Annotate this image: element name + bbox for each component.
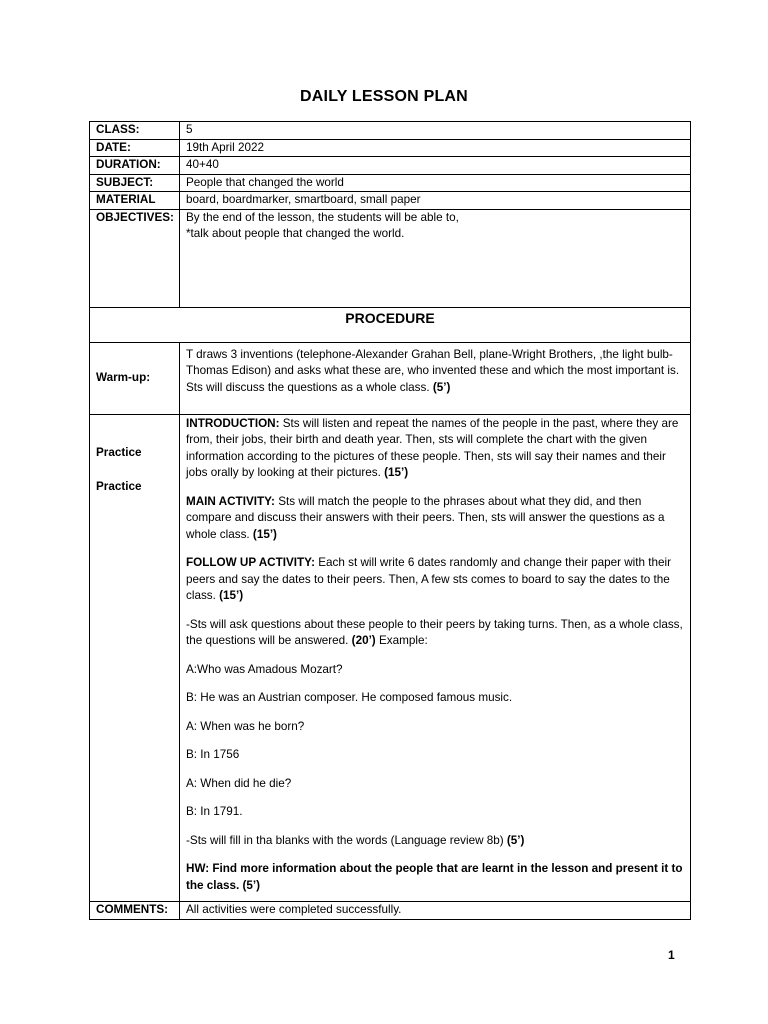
class-label: CLASS:: [90, 122, 180, 140]
comments-row: [90, 902, 691, 920]
fill-blanks-paragraph: [186, 833, 684, 850]
class-value: 5: [180, 122, 691, 140]
objectives-cell: [180, 209, 691, 307]
comments-value: All activities were completed successfully.: [180, 902, 691, 920]
objectives-line-1: By the end of the lesson, the students will be able to,: [186, 210, 459, 224]
homework-paragraph: [186, 861, 684, 894]
questions-text: -Sts will ask questions about these people to their peers by taking turns. Then, as a whole class, the questions will be answered.: [186, 617, 683, 647]
warmup-time: (5’): [432, 380, 451, 394]
dialogue-line: A: When did he die?: [186, 776, 292, 790]
info-row-material: [90, 192, 691, 210]
practice-labels: [90, 414, 180, 902]
objectives-line-2: *talk about people that changed the world.: [186, 227, 405, 240]
objectives-label: OBJECTIVES:: [90, 209, 180, 307]
follow-up-text: Each st will write 6 dates randomly and change their paper with their peers and say the dates to their peers. Then, A few sts comes to board to say the dates to the class.: [186, 556, 671, 602]
introduction-time: (15’): [384, 466, 409, 479]
page-number: 1: [668, 948, 675, 962]
warmup-row: [90, 342, 691, 414]
duration-label: DURATION:: [90, 157, 180, 175]
introduction-text: Sts will listen and repeat the names of the people in the past, where they are from, their jobs, their birth and death year. Then, sts will complete the chart with the given information according to the pictures of these people. Then, sts will say their names and their jobs orally by looking at their pictures.: [186, 416, 679, 479]
subject-label: SUBJECT:: [90, 174, 180, 192]
procedure-heading-cell: [90, 307, 691, 342]
practice-cell: [180, 414, 691, 902]
dialogue-line: A:Who was Amadous Mozart?: [186, 662, 343, 676]
info-row-class: [90, 122, 691, 140]
practice-label-1: Practice: [96, 445, 142, 459]
warmup-text: T draws 3 inventions (telephone-Alexander Grahan Bell, plane-Wright Brothers, ,the light bulb-Thomas Edison) and asks what these are, who invented these and which the most important is. Sts will discuss the questions as a whole class.: [186, 347, 680, 394]
dialogue-line: A: When was he born?: [186, 719, 305, 733]
material-value: board, boardmarker, smartboard, small paper: [180, 192, 691, 210]
main-activity-label: MAIN ACTIVITY:: [186, 494, 275, 508]
material-label: MATERIAL: [90, 192, 180, 210]
practice-row: [90, 414, 691, 902]
dialogue-line: B: In 1756: [186, 748, 240, 761]
page-title: DAILY LESSON PLAN: [300, 88, 468, 105]
objectives-row: [90, 209, 691, 307]
homework-text: HW: Find more information about the people that are learnt in the lesson and present it to the class.: [186, 862, 683, 892]
info-row-subject: [90, 174, 691, 192]
introduction-label: INTRODUCTION:: [186, 416, 280, 430]
fill-blanks-time: (5’): [506, 833, 525, 847]
procedure-row: [90, 307, 691, 342]
fill-blanks-text: -Sts will fill in tha blanks with the words (Language review 8b): [186, 833, 507, 847]
main-activity-paragraph: [186, 494, 684, 544]
dialogue-line: B: In 1791.: [186, 805, 243, 818]
lesson-plan-table: [89, 121, 691, 920]
warmup-cell: [180, 342, 691, 414]
main-activity-time: (15’): [252, 527, 277, 541]
questions-paragraph: [186, 617, 684, 650]
follow-up-paragraph: [186, 555, 684, 605]
homework-time: (5’): [242, 878, 261, 892]
date-label: DATE:: [90, 139, 180, 157]
follow-up-time: (15’): [219, 589, 244, 602]
dialogue-line: B: He was an Austrian composer. He composed famous music.: [186, 691, 513, 704]
follow-up-label: FOLLOW UP ACTIVITY:: [186, 556, 315, 569]
introduction-paragraph: [186, 416, 684, 482]
practice-label-2: Practice: [96, 480, 142, 493]
duration-value: 40+40: [180, 157, 691, 175]
comments-label: COMMENTS:: [90, 902, 180, 920]
questions-time: (20’): [351, 634, 376, 647]
info-row-date: [90, 139, 691, 157]
info-row-duration: [90, 157, 691, 175]
questions-suffix: Example:: [375, 634, 428, 647]
subject-value: People that changed the world: [180, 174, 691, 192]
main-activity-text: Sts will match the people to the phrases about what they did, and then compare and discuss their answers with their peers. Then, sts will answer the questions as a whole class.: [186, 494, 665, 541]
date-value: 19th April 2022: [180, 139, 691, 157]
warmup-label: Warm-up:: [90, 342, 180, 414]
procedure-heading: PROCEDURE: [345, 309, 435, 326]
